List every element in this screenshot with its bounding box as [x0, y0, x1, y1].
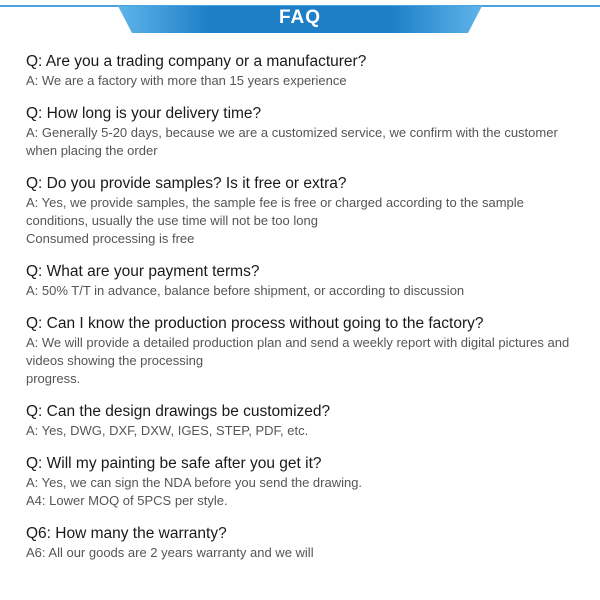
faq-item [26, 314, 586, 388]
faq-answer: A: We will provide a detailed production plan and send a weekly report with digital pictures and videos showing the processing [26, 335, 570, 368]
faq-question: Q: What are your payment terms? [26, 263, 260, 280]
faq-answer: A: Yes, we can sign the NDA before you send the drawing. [26, 475, 363, 490]
faq-item [26, 454, 586, 510]
faq-question: Q: Do you provide samples? Is it free or extra? [26, 175, 347, 192]
faq-answer-line: progress. [26, 371, 81, 386]
faq-item [26, 402, 586, 440]
faq-answer: A: Yes, we provide samples, the sample fee is free or charged according to the sample conditions, usually the use time will not be too long [26, 195, 524, 228]
faq-answer: A: Generally 5-20 days, because we are a customized service, we confirm with the customer when placing the order [26, 125, 558, 158]
faq-list [26, 52, 586, 576]
faq-item [26, 104, 586, 160]
faq-question: Q: Can I know the production process without going to the factory? [26, 315, 484, 332]
faq-answer-line: Consumed processing is free [26, 231, 195, 246]
faq-answer: A: We are a factory with more than 15 years experience [26, 73, 347, 88]
faq-question: Q: Can the design drawings be customized? [26, 403, 331, 420]
faq-question: Q: Are you a trading company or a manufacturer? [26, 53, 367, 70]
faq-answer: A6: All our goods are 2 years warranty and we will [26, 545, 314, 560]
faq-question: Q: Will my painting be safe after you get it? [26, 455, 322, 472]
faq-item [26, 524, 586, 562]
faq-item [26, 174, 586, 248]
faq-answer: A: 50% T/T in advance, balance before shipment, or according to discussion [26, 283, 465, 298]
page-title: FAQ [278, 7, 322, 28]
faq-item [26, 52, 586, 90]
faq-item [26, 262, 586, 300]
faq-question: Q: How long is your delivery time? [26, 105, 262, 122]
faq-answer: A: Yes, DWG, DXF, DXW, IGES, STEP, PDF, etc. [26, 423, 309, 438]
faq-header [0, 0, 600, 40]
faq-answer-line: A4: Lower MOQ of 5PCS per style. [26, 493, 228, 508]
faq-question: Q6: How many the warranty? [26, 525, 227, 542]
